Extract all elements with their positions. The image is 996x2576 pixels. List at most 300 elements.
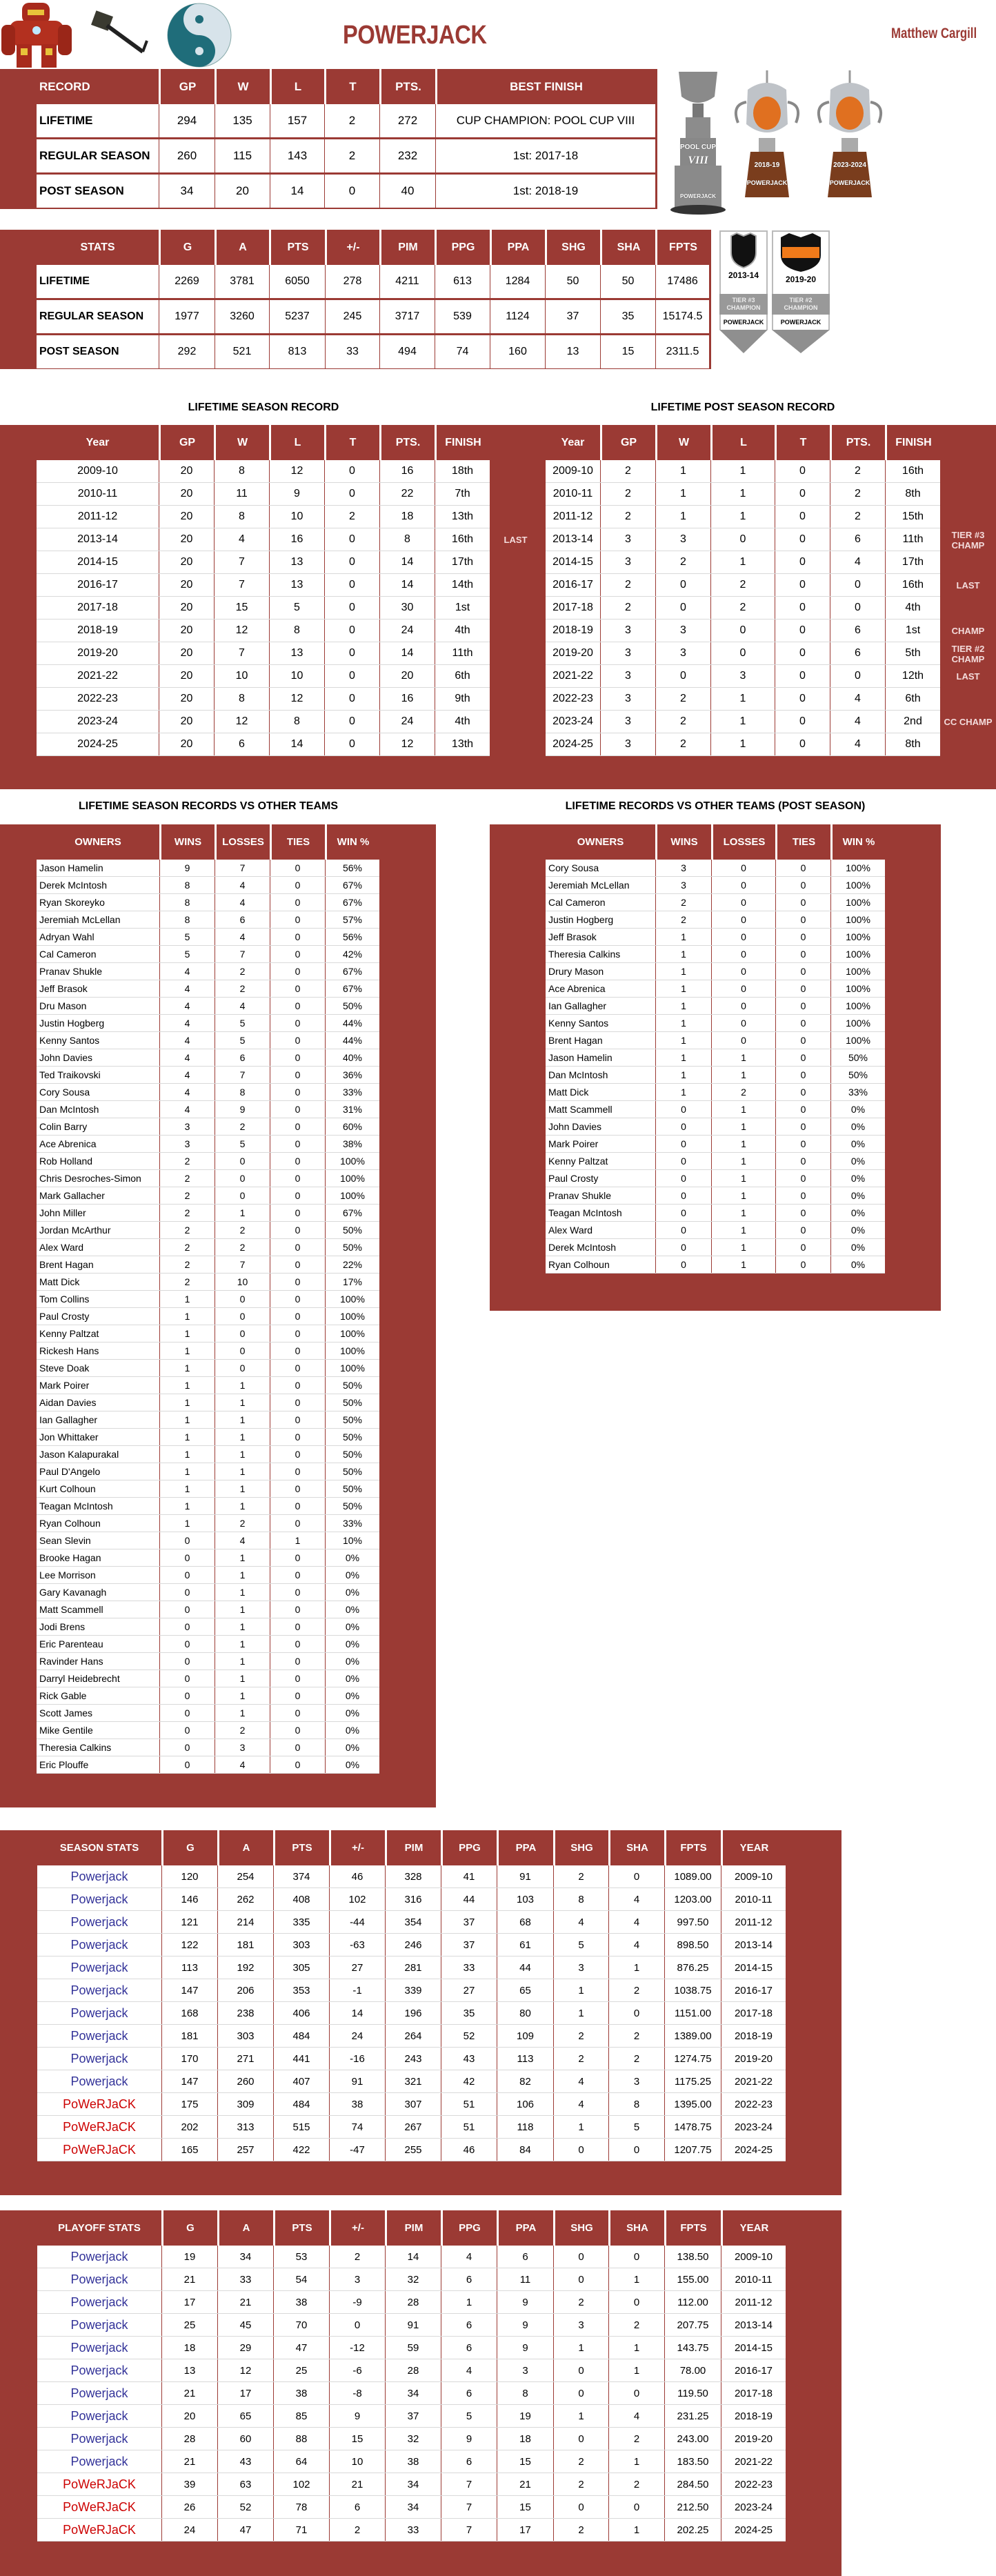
col-cell: -44 xyxy=(329,1911,385,1933)
wins-cell: 8 xyxy=(159,911,215,928)
owner-name-cell: Kenny Paltzat xyxy=(39,1328,99,1339)
owner-record-row xyxy=(37,1067,379,1084)
team-name-cell: PoWeRJaCK xyxy=(63,2119,136,2134)
owner-record-row xyxy=(37,1463,379,1480)
shg-cell: 0 xyxy=(553,2382,608,2404)
pts-cell: 441 xyxy=(273,2048,329,2070)
year-cell: 2022-23 xyxy=(721,2473,786,2495)
owner-name-cell: Teagan McIntosh xyxy=(548,1207,622,1218)
losses-cell: 1 xyxy=(215,1498,270,1514)
pts-cell: 335 xyxy=(273,1911,329,1933)
g-cell: 165 xyxy=(161,2139,217,2161)
losses-cell: 4 xyxy=(215,929,270,945)
losses-cell: 10 xyxy=(215,1274,270,1290)
w-cell: 6 xyxy=(214,733,269,755)
finish-cell: 4th xyxy=(885,597,940,619)
fpts-cell: 78.00 xyxy=(664,2359,721,2381)
losses-cell: 9 xyxy=(215,1101,270,1118)
wins-cell: 1 xyxy=(159,1308,215,1325)
best-finish-cell: 1st: 2017-18 xyxy=(435,139,655,172)
win-cell: 100% xyxy=(830,1015,885,1031)
ties-cell: 0 xyxy=(270,1498,325,1514)
win-cell: 100% xyxy=(830,877,885,893)
owner-record-row xyxy=(546,946,885,963)
losses-cell: 0 xyxy=(711,998,775,1014)
a-cell: 214 xyxy=(217,1911,273,1933)
t-cell: 0 xyxy=(324,483,379,505)
ppg-cell: 44 xyxy=(441,1888,497,1910)
ppa-cell: 9 xyxy=(497,2291,553,2313)
year-cell: 2018-19 xyxy=(721,2405,786,2427)
stats-header-pts: PTS xyxy=(269,230,325,265)
owner-record-row xyxy=(37,1153,379,1170)
finish-cell: 6th xyxy=(435,665,490,687)
year-cell: 2017-18 xyxy=(552,602,593,613)
ties-cell: 0 xyxy=(270,1153,325,1169)
pts-cell: 407 xyxy=(273,2070,329,2092)
owner-name-cell: Rick Gable xyxy=(39,1690,87,1701)
post-record-header-t: T xyxy=(775,425,830,460)
finish-cell: 16th xyxy=(885,460,940,482)
col-cell: -1 xyxy=(329,1979,385,2001)
wins-cell: 0 xyxy=(655,1101,711,1118)
year-cell: 2010-11 xyxy=(721,1888,786,1910)
stats-header-stats: STATS xyxy=(80,241,115,253)
ppg-cell: 6 xyxy=(441,2314,497,2336)
wins-cell: 3 xyxy=(159,1136,215,1152)
a-cell: 3781 xyxy=(215,265,269,298)
post-record-title: LIFETIME POST SEASON RECORD xyxy=(650,402,835,413)
owner-record-row xyxy=(37,1532,379,1549)
stats-header-pim: PIM xyxy=(379,230,435,265)
ppa-cell: 61 xyxy=(497,1934,553,1956)
owner-name-cell: Ryan Colhoun xyxy=(548,1259,610,1270)
losses-cell: 1 xyxy=(215,1480,270,1497)
owner-record-row xyxy=(37,1136,379,1153)
season-record-row xyxy=(37,528,490,551)
pts-cell: 4 xyxy=(830,551,885,573)
ties-cell: 0 xyxy=(270,860,325,876)
col-cell: -16 xyxy=(329,2048,385,2070)
t-cell: 0 xyxy=(324,711,379,733)
ppa-cell: 1284 xyxy=(490,265,545,298)
ppa-cell: 84 xyxy=(497,2139,553,2161)
playoff-stats-header-pts: PTS xyxy=(273,2210,329,2246)
pool-cup-trophy xyxy=(664,69,733,215)
year-cell: 2017-18 xyxy=(721,2002,786,2024)
shg-cell: 4 xyxy=(553,2070,608,2092)
ppg-cell: 41 xyxy=(441,1865,497,1888)
col-cell: -6 xyxy=(329,2359,385,2381)
pts-cell: 24 xyxy=(379,620,435,642)
ties-cell: 0 xyxy=(775,998,830,1014)
year-cell: 2021-22 xyxy=(552,670,593,682)
finish-cell: 4th xyxy=(435,711,490,733)
post-record-row xyxy=(546,597,940,620)
win-cell: 0% xyxy=(830,1170,885,1187)
win-cell: 50% xyxy=(325,1446,379,1463)
playoff-stats-header-ppg: PPG xyxy=(441,2210,497,2246)
l-cell: 8 xyxy=(269,711,324,733)
season-record-row xyxy=(37,483,490,506)
shg-cell: 1 xyxy=(553,2405,608,2427)
gp-cell: 3 xyxy=(600,642,655,664)
year-cell: 2019-20 xyxy=(552,647,593,659)
losses-cell: 0 xyxy=(711,877,775,893)
banner-owner: POWERJACK xyxy=(772,315,830,330)
campbell-trophy-owner: POWERJACK xyxy=(746,179,788,186)
owner-name-cell: Matt Scammell xyxy=(548,1104,612,1115)
wins-cell: 0 xyxy=(655,1239,711,1256)
l-cell: 8 xyxy=(269,620,324,642)
vs-teams-header-win: WIN % xyxy=(325,824,379,860)
owner-name-cell: Chris Desroches-Simon xyxy=(39,1173,141,1184)
win-cell: 100% xyxy=(325,1187,379,1204)
year-cell: 2013-14 xyxy=(721,1934,786,1956)
ppa-cell: 44 xyxy=(497,1956,553,1979)
team-name-cell: Powerjack xyxy=(70,1892,128,1906)
season-stats-row xyxy=(37,2025,786,2048)
t-cell: 0 xyxy=(324,460,379,482)
losses-cell: 1 xyxy=(711,1222,775,1238)
ppg-cell: 43 xyxy=(441,2048,497,2070)
year-cell: 2011-12 xyxy=(721,2291,786,2313)
g-cell: 39 xyxy=(161,2473,217,2495)
ties-cell: 0 xyxy=(775,1136,830,1152)
owner-name-cell: Sean Slevin xyxy=(39,1535,91,1546)
ties-cell: 0 xyxy=(270,1118,325,1135)
ties-cell: 0 xyxy=(270,1325,325,1342)
wins-cell: 1 xyxy=(159,1515,215,1532)
win-cell: 36% xyxy=(325,1067,379,1083)
owner-record-row xyxy=(546,894,885,911)
g-cell: 168 xyxy=(161,2002,217,2024)
owner-record-row xyxy=(37,1084,379,1101)
owner-name-cell: Ace Abrenica xyxy=(548,983,606,994)
pts-cell: 71 xyxy=(273,2519,329,2541)
ties-cell: 0 xyxy=(775,946,830,962)
wins-cell: 3 xyxy=(655,860,711,876)
ties-cell: 0 xyxy=(270,1084,325,1100)
g-cell: 13 xyxy=(161,2359,217,2381)
g-cell: 113 xyxy=(161,1956,217,1979)
col-cell: 91 xyxy=(329,2070,385,2092)
pts-cell: 70 xyxy=(273,2314,329,2336)
g-cell: 17 xyxy=(161,2291,217,2313)
wins-cell: 0 xyxy=(159,1636,215,1652)
win-cell: 60% xyxy=(325,1118,379,1135)
shg-cell: 2 xyxy=(553,2450,608,2473)
pts-cell: 14 xyxy=(379,642,435,664)
losses-cell: 3 xyxy=(215,1739,270,1756)
finish-cell: 11th xyxy=(435,642,490,664)
campbell-trophy-year: 2018-19 xyxy=(754,161,780,169)
ties-cell: 0 xyxy=(775,1256,830,1273)
t-cell: 0 xyxy=(775,506,830,528)
g-cell: 181 xyxy=(161,2025,217,2047)
playoff-stats-header-g: G xyxy=(161,2210,217,2246)
season-record-row xyxy=(37,688,490,711)
finish-cell: 8th xyxy=(885,733,940,755)
fpts-cell: 1175.25 xyxy=(664,2070,721,2092)
wins-cell: 5 xyxy=(159,929,215,945)
ties-cell: 0 xyxy=(270,1636,325,1652)
a-cell: 45 xyxy=(217,2314,273,2336)
g-cell: 28 xyxy=(161,2428,217,2450)
t-cell: 2 xyxy=(324,139,379,172)
owner-record-row xyxy=(37,1394,379,1411)
losses-cell: 0 xyxy=(711,946,775,962)
ppg-cell: 6 xyxy=(441,2450,497,2473)
win-cell: 0% xyxy=(325,1705,379,1721)
l-cell: 1 xyxy=(710,733,775,755)
t-cell: 0 xyxy=(324,551,379,573)
fpts-cell: 155.00 xyxy=(664,2268,721,2290)
ties-cell: 0 xyxy=(775,1205,830,1221)
ppg-cell: 7 xyxy=(441,2519,497,2541)
ties-cell: 0 xyxy=(270,1549,325,1566)
ties-cell: 0 xyxy=(270,998,325,1014)
pts-cell: 18 xyxy=(379,506,435,528)
g-cell: 202 xyxy=(161,2116,217,2138)
ppa-cell: 106 xyxy=(497,2093,553,2115)
sha-cell: 1 xyxy=(608,2359,664,2381)
season-stats-row xyxy=(37,2002,786,2025)
year-cell: 2017-18 xyxy=(721,2382,786,2404)
ties-cell: 0 xyxy=(270,1291,325,1307)
pts-cell: 6 xyxy=(830,642,885,664)
season-stats-row xyxy=(37,1865,786,1888)
season-stats-row xyxy=(37,1888,786,1911)
shg-cell: 0 xyxy=(553,2139,608,2161)
fpts-cell: 138.50 xyxy=(664,2246,721,2268)
gp-cell: 2 xyxy=(600,460,655,482)
record-header-t: T xyxy=(324,69,379,104)
year-cell: 2011-12 xyxy=(721,1911,786,1933)
season-stats-row xyxy=(37,2070,786,2093)
wins-cell: 1 xyxy=(655,929,711,945)
owner-record-row xyxy=(546,1170,885,1187)
pts-cell: 484 xyxy=(273,2025,329,2047)
sha-cell: 2 xyxy=(608,2314,664,2336)
fpts-cell: 898.50 xyxy=(664,1934,721,1956)
year-cell: 2023-24 xyxy=(721,2496,786,2518)
record-table xyxy=(0,69,657,209)
ppg-cell: 74 xyxy=(435,335,490,368)
gp-cell: 20 xyxy=(159,665,214,687)
year-cell: 2010-11 xyxy=(721,2268,786,2290)
pts-cell: 303 xyxy=(273,1934,329,1956)
record-row xyxy=(37,104,655,137)
pts-cell: 408 xyxy=(273,1888,329,1910)
banner-title: TIER #2 CHAMPION xyxy=(772,294,830,315)
l-cell: 5 xyxy=(269,597,324,619)
pts-cell: 353 xyxy=(273,1979,329,2001)
ppa-cell: 19 xyxy=(497,2405,553,2427)
season-stats-table xyxy=(0,1830,841,2195)
ppg-cell: 37 xyxy=(441,1934,497,1956)
fpts-cell: 876.25 xyxy=(664,1956,721,1979)
finish-note: LAST xyxy=(956,580,980,591)
owner-record-row xyxy=(37,860,379,877)
losses-cell: 0 xyxy=(711,1015,775,1031)
pim-cell: 264 xyxy=(385,2025,441,2047)
banner-year: 2013-14 xyxy=(728,270,759,280)
sha-cell: 0 xyxy=(608,2002,664,2024)
t-cell: 0 xyxy=(324,528,379,551)
pts-cell: 0 xyxy=(830,574,885,596)
owner-name-cell: Kurt Colhoun xyxy=(39,1483,96,1494)
stats-header-g: G xyxy=(159,230,215,265)
gp-cell: 3 xyxy=(600,665,655,687)
year-cell: 2014-15 xyxy=(721,1956,786,1979)
pim-cell: 307 xyxy=(385,2093,441,2115)
team-name-cell: Powerjack xyxy=(70,2295,128,2309)
year-cell: 2018-19 xyxy=(77,624,118,636)
pts-cell: 102 xyxy=(273,2473,329,2495)
finish-note: TIER #2 CHAMP xyxy=(951,643,985,664)
col-cell: -9 xyxy=(329,2291,385,2313)
post-record-row xyxy=(546,528,940,551)
owner-record-row xyxy=(37,1360,379,1377)
pts-cell: 16 xyxy=(379,460,435,482)
post-record-row xyxy=(546,620,940,642)
year-cell: 2024-25 xyxy=(721,2519,786,2541)
w-cell: 8 xyxy=(214,460,269,482)
team-name-cell: Powerjack xyxy=(70,2363,128,2377)
w-cell: 12 xyxy=(214,711,269,733)
owner-record-row xyxy=(37,1015,379,1032)
losses-cell: 0 xyxy=(711,860,775,876)
wins-cell: 0 xyxy=(655,1118,711,1135)
stats-label: REGULAR SEASON xyxy=(39,310,144,322)
t-cell: 0 xyxy=(775,483,830,505)
l-cell: 10 xyxy=(269,665,324,687)
t-cell: 0 xyxy=(775,528,830,551)
win-cell: 100% xyxy=(830,894,885,911)
wins-cell: 4 xyxy=(159,1015,215,1031)
col-cell: -63 xyxy=(329,1934,385,1956)
owner-record-row xyxy=(546,877,885,894)
l-cell: 13 xyxy=(269,574,324,596)
win-cell: 100% xyxy=(830,963,885,980)
playoff-stats-row xyxy=(37,2519,786,2542)
pim-cell: 354 xyxy=(385,1911,441,1933)
playoff-stats-row xyxy=(37,2359,786,2382)
year-cell: 2018-19 xyxy=(552,624,593,636)
t-cell: 0 xyxy=(324,733,379,755)
season-stats-row xyxy=(37,1956,786,1979)
pim-cell: 243 xyxy=(385,2048,441,2070)
finish-cell: 16th xyxy=(435,528,490,551)
owner-record-row xyxy=(37,1653,379,1670)
season-record-title: LIFETIME SEASON RECORD xyxy=(188,402,339,413)
losses-cell: 7 xyxy=(215,860,270,876)
sha-cell: 0 xyxy=(608,2496,664,2518)
sha-cell: 3 xyxy=(608,2070,664,2092)
wins-cell: 0 xyxy=(655,1187,711,1204)
col-cell: -12 xyxy=(329,2337,385,2359)
col-cell: 10 xyxy=(329,2450,385,2473)
season-record-row xyxy=(37,642,490,665)
win-cell: 0% xyxy=(325,1618,379,1635)
w-cell: 4 xyxy=(214,528,269,551)
col-cell: 14 xyxy=(329,2002,385,2024)
wins-cell: 0 xyxy=(159,1653,215,1670)
wins-cell: 0 xyxy=(159,1722,215,1738)
gp-cell: 2 xyxy=(600,506,655,528)
pim-cell: 28 xyxy=(385,2359,441,2381)
pim-cell: 494 xyxy=(379,335,435,368)
losses-cell: 1 xyxy=(215,1463,270,1480)
owner-name-cell: Dan McIntosh xyxy=(548,1069,608,1080)
banner-point xyxy=(772,330,830,353)
finish-cell: 15th xyxy=(885,506,940,528)
wins-cell: 0 xyxy=(159,1532,215,1549)
win-cell: 42% xyxy=(325,946,379,962)
season-stats-header-g: G xyxy=(161,1830,217,1865)
ties-cell: 0 xyxy=(775,929,830,945)
owner-record-row xyxy=(37,1705,379,1722)
col-cell: 3 xyxy=(329,2268,385,2290)
pts-cell: 6050 xyxy=(269,265,325,298)
t-cell: 2 xyxy=(324,104,379,137)
owner-name-cell: Dan McIntosh xyxy=(39,1104,99,1115)
shg-cell: 2 xyxy=(553,1865,608,1888)
shg-cell: 0 xyxy=(553,2496,608,2518)
ties-cell: 0 xyxy=(270,1170,325,1187)
l-cell: 2 xyxy=(710,597,775,619)
losses-cell: 1 xyxy=(711,1118,775,1135)
wins-cell: 1 xyxy=(655,1015,711,1031)
fpts-cell: 997.50 xyxy=(664,1911,721,1933)
post-record-header-year: Year xyxy=(561,436,585,448)
col-cell: 9 xyxy=(329,2405,385,2427)
losses-cell: 0 xyxy=(711,980,775,997)
year-cell: 2016-17 xyxy=(721,2359,786,2381)
owner-name-cell: Mark Poirer xyxy=(39,1380,90,1391)
owner-name-cell: Mark Poirer xyxy=(548,1138,599,1149)
losses-cell: 0 xyxy=(215,1308,270,1325)
vs-teams-post-header-ties: TIES xyxy=(775,824,830,860)
pim-cell: 316 xyxy=(385,1888,441,1910)
wins-cell: 8 xyxy=(159,877,215,893)
owner-name-cell: Jordan McArthur xyxy=(39,1225,111,1236)
playoff-stats-row xyxy=(37,2246,786,2268)
losses-cell: 5 xyxy=(215,1136,270,1152)
year-cell: 2014-15 xyxy=(721,2337,786,2359)
ppg-cell: 4 xyxy=(441,2246,497,2268)
a-cell: 43 xyxy=(217,2450,273,2473)
ties-cell: 0 xyxy=(270,1739,325,1756)
stats-row xyxy=(37,335,709,368)
g-cell: 2269 xyxy=(159,265,215,298)
wins-cell: 0 xyxy=(159,1601,215,1618)
losses-cell: 1 xyxy=(215,1670,270,1687)
g-cell: 21 xyxy=(161,2450,217,2473)
owner-name-cell: Colin Barry xyxy=(39,1121,88,1132)
col-cell: -47 xyxy=(329,2139,385,2161)
owner-record-row xyxy=(37,1515,379,1532)
ppg-cell: 46 xyxy=(441,2139,497,2161)
owner-record-row xyxy=(546,998,885,1015)
owner-record-row xyxy=(37,1291,379,1308)
owner-name-cell: Ted Traikovski xyxy=(39,1069,101,1080)
shg-cell: 3 xyxy=(553,1956,608,1979)
owner-record-row xyxy=(546,963,885,980)
owner-name-cell: Cal Cameron xyxy=(39,949,97,960)
a-cell: 206 xyxy=(217,1979,273,2001)
